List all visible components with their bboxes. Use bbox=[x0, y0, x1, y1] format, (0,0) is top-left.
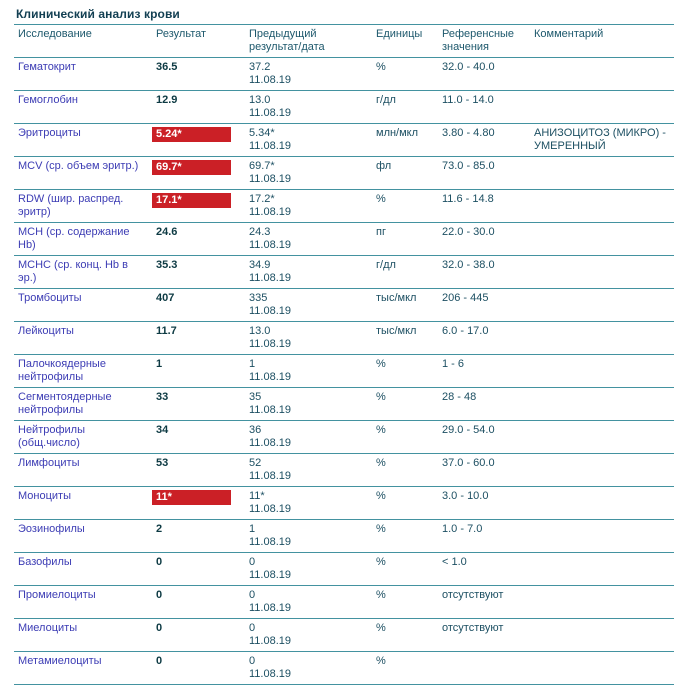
previous-date: 11.08.19 bbox=[249, 272, 292, 284]
previous-value: 0 bbox=[249, 556, 256, 568]
previous-date: 11.08.19 bbox=[249, 239, 292, 251]
previous-result-cell bbox=[245, 388, 372, 421]
previous-date: 11.08.19 bbox=[249, 107, 292, 119]
result-cell bbox=[152, 190, 245, 223]
previous-date: 11.08.19 bbox=[249, 668, 292, 680]
units-value: % bbox=[372, 355, 438, 388]
test-name: Нейтрофилы (общ.число) bbox=[14, 421, 152, 454]
units-value: пг bbox=[372, 223, 438, 256]
previous-value: 35 bbox=[249, 391, 262, 403]
result-value: 5.24* bbox=[152, 127, 231, 142]
result-cell bbox=[152, 520, 245, 553]
previous-value: 69.7* bbox=[249, 160, 275, 172]
previous-value: 1 bbox=[249, 523, 256, 535]
previous-result-cell bbox=[245, 652, 372, 685]
previous-value: 0 bbox=[249, 622, 256, 634]
units-value: % bbox=[372, 190, 438, 223]
result-value: 24.6 bbox=[156, 226, 178, 238]
comment-value bbox=[530, 553, 674, 586]
previous-result-cell bbox=[245, 586, 372, 619]
previous-date: 11.08.19 bbox=[249, 173, 292, 185]
result-cell bbox=[152, 355, 245, 388]
result-cell bbox=[152, 91, 245, 124]
previous-result-cell bbox=[245, 289, 372, 322]
result-cell bbox=[152, 256, 245, 289]
test-name: MCHC (ср. конц. Hb в эр.) bbox=[14, 256, 152, 289]
units-value: % bbox=[372, 520, 438, 553]
comment-value bbox=[530, 586, 674, 619]
units-value: тыс/мкл bbox=[372, 322, 438, 355]
units-value: тыс/мкл bbox=[372, 289, 438, 322]
previous-result-cell bbox=[245, 553, 372, 586]
previous-date: 11.08.19 bbox=[249, 371, 292, 383]
previous-value: 17.2* bbox=[249, 193, 275, 205]
comment-value bbox=[530, 91, 674, 124]
reference-range: 3.80 - 4.80 bbox=[438, 124, 530, 157]
header-reference: Референсные значения bbox=[438, 25, 530, 58]
result-cell bbox=[152, 124, 245, 157]
previous-date: 11.08.19 bbox=[249, 338, 292, 350]
comment-value bbox=[530, 355, 674, 388]
previous-result-cell bbox=[245, 157, 372, 190]
previous-date: 11.08.19 bbox=[249, 503, 292, 515]
result-value: 2 bbox=[156, 523, 163, 535]
previous-date: 11.08.19 bbox=[249, 635, 292, 647]
previous-value: 13.0 bbox=[249, 325, 271, 337]
previous-result-cell bbox=[245, 619, 372, 652]
result-value: 11* bbox=[152, 490, 231, 505]
test-name: Миелоциты bbox=[14, 619, 152, 652]
test-name: Метамиелоциты bbox=[14, 652, 152, 685]
previous-result-cell bbox=[245, 487, 372, 520]
units-value: г/дл bbox=[372, 256, 438, 289]
table-row bbox=[14, 652, 674, 685]
table-row bbox=[14, 388, 674, 421]
header-previous: Предыдущий результат/дата bbox=[245, 25, 372, 58]
previous-result-cell bbox=[245, 454, 372, 487]
result-cell bbox=[152, 586, 245, 619]
table-row bbox=[14, 322, 674, 355]
result-value: 53 bbox=[156, 457, 169, 469]
table-row bbox=[14, 487, 674, 520]
comment-value bbox=[530, 58, 674, 91]
previous-value: 52 bbox=[249, 457, 262, 469]
table-row bbox=[14, 157, 674, 190]
reference-range: 11.6 - 14.8 bbox=[438, 190, 530, 223]
units-value: фл bbox=[372, 157, 438, 190]
reference-range: 32.0 - 38.0 bbox=[438, 256, 530, 289]
previous-value: 34.9 bbox=[249, 259, 271, 271]
previous-value: 5.34* bbox=[249, 127, 275, 139]
reference-range: 22.0 - 30.0 bbox=[438, 223, 530, 256]
comment-value bbox=[530, 454, 674, 487]
comment-value bbox=[530, 388, 674, 421]
reference-range: 206 - 445 bbox=[438, 289, 530, 322]
test-name: Лимфоциты bbox=[14, 454, 152, 487]
header-result: Результат bbox=[152, 25, 245, 58]
previous-result-cell bbox=[245, 91, 372, 124]
comment-value bbox=[530, 256, 674, 289]
reference-range: 3.0 - 10.0 bbox=[438, 487, 530, 520]
test-name: Сегментоядерные нейтрофилы bbox=[14, 388, 152, 421]
test-name: Эозинофилы bbox=[14, 520, 152, 553]
units-value: % bbox=[372, 619, 438, 652]
units-value: % bbox=[372, 487, 438, 520]
result-value: 1 bbox=[156, 358, 163, 370]
units-value: % bbox=[372, 454, 438, 487]
test-name: Палочкоядерные нейтрофилы bbox=[14, 355, 152, 388]
test-name: Промиелоциты bbox=[14, 586, 152, 619]
reference-range: 6.0 - 17.0 bbox=[438, 322, 530, 355]
previous-result-cell bbox=[245, 124, 372, 157]
result-value: 69.7* bbox=[152, 160, 231, 175]
comment-value bbox=[530, 652, 674, 685]
reference-range: 32.0 - 40.0 bbox=[438, 58, 530, 91]
result-cell bbox=[152, 157, 245, 190]
units-value: % bbox=[372, 388, 438, 421]
reference-range: 11.0 - 14.0 bbox=[438, 91, 530, 124]
test-name: Гемоглобин bbox=[14, 91, 152, 124]
units-value: г/дл bbox=[372, 91, 438, 124]
result-cell bbox=[152, 553, 245, 586]
result-cell bbox=[152, 421, 245, 454]
table-row bbox=[14, 619, 674, 652]
result-cell bbox=[152, 619, 245, 652]
table-row bbox=[14, 91, 674, 124]
previous-value: 24.3 bbox=[249, 226, 271, 238]
reference-range: отсутствуют bbox=[438, 619, 530, 652]
table-row bbox=[14, 124, 674, 157]
comment-value bbox=[530, 421, 674, 454]
previous-value: 11* bbox=[249, 490, 265, 502]
units-value: % bbox=[372, 58, 438, 91]
table-row bbox=[14, 289, 674, 322]
previous-result-cell bbox=[245, 322, 372, 355]
previous-date: 11.08.19 bbox=[249, 140, 292, 152]
reference-range: отсутствуют bbox=[438, 586, 530, 619]
units-value: % bbox=[372, 586, 438, 619]
result-value: 35.3 bbox=[156, 259, 178, 271]
previous-value: 36 bbox=[249, 424, 262, 436]
table-row bbox=[14, 520, 674, 553]
comment-value bbox=[530, 520, 674, 553]
table-header-row bbox=[14, 25, 674, 58]
previous-result-cell bbox=[245, 256, 372, 289]
result-cell bbox=[152, 223, 245, 256]
previous-value: 13.0 bbox=[249, 94, 271, 106]
previous-date: 11.08.19 bbox=[249, 305, 292, 317]
comment-value bbox=[530, 157, 674, 190]
units-value: % bbox=[372, 652, 438, 685]
previous-result-cell bbox=[245, 223, 372, 256]
reference-range: 1 - 6 bbox=[438, 355, 530, 388]
previous-result-cell bbox=[245, 58, 372, 91]
reference-range: 29.0 - 54.0 bbox=[438, 421, 530, 454]
reference-range: 28 - 48 bbox=[438, 388, 530, 421]
table-row bbox=[14, 223, 674, 256]
header-units: Единицы bbox=[372, 25, 438, 58]
header-comment: Комментарий bbox=[530, 25, 674, 58]
previous-date: 11.08.19 bbox=[249, 404, 292, 416]
result-cell bbox=[152, 322, 245, 355]
result-cell bbox=[152, 388, 245, 421]
reference-range bbox=[438, 652, 530, 685]
comment-value bbox=[530, 190, 674, 223]
table-row bbox=[14, 256, 674, 289]
table-row bbox=[14, 586, 674, 619]
test-name: Тромбоциты bbox=[14, 289, 152, 322]
result-value: 34 bbox=[156, 424, 169, 436]
result-cell bbox=[152, 454, 245, 487]
previous-result-cell bbox=[245, 520, 372, 553]
result-cell bbox=[152, 289, 245, 322]
reference-range: < 1.0 bbox=[438, 553, 530, 586]
table-row bbox=[14, 553, 674, 586]
test-name: Гематокрит bbox=[14, 58, 152, 91]
units-value: % bbox=[372, 553, 438, 586]
test-name: RDW (шир. распред. эритр) bbox=[14, 190, 152, 223]
result-value: 0 bbox=[156, 622, 163, 634]
previous-result-cell bbox=[245, 190, 372, 223]
result-value: 0 bbox=[156, 655, 163, 667]
previous-result-cell bbox=[245, 421, 372, 454]
test-name: Моноциты bbox=[14, 487, 152, 520]
table-row bbox=[14, 355, 674, 388]
comment-value bbox=[530, 619, 674, 652]
blood-test-table bbox=[14, 24, 674, 685]
result-value: 36.5 bbox=[156, 61, 178, 73]
result-cell bbox=[152, 652, 245, 685]
reference-range: 1.0 - 7.0 bbox=[438, 520, 530, 553]
test-name: MCV (ср. объем эритр.) bbox=[14, 157, 152, 190]
table-row bbox=[14, 421, 674, 454]
test-name: Эритроциты bbox=[14, 124, 152, 157]
result-cell bbox=[152, 487, 245, 520]
previous-result-cell bbox=[245, 355, 372, 388]
comment-value bbox=[530, 487, 674, 520]
previous-date: 11.08.19 bbox=[249, 470, 292, 482]
table-row bbox=[14, 58, 674, 91]
result-value: 0 bbox=[156, 589, 163, 601]
previous-date: 11.08.19 bbox=[249, 74, 292, 86]
previous-value: 0 bbox=[249, 589, 256, 601]
test-name: MCH (ср. содержание Hb) bbox=[14, 223, 152, 256]
header-test: Исследование bbox=[14, 25, 152, 58]
result-value: 17.1* bbox=[152, 193, 231, 208]
test-name: Базофилы bbox=[14, 553, 152, 586]
result-value: 11.7 bbox=[156, 325, 177, 337]
previous-date: 11.08.19 bbox=[249, 206, 292, 218]
previous-date: 11.08.19 bbox=[249, 569, 292, 581]
units-value: млн/мкл bbox=[372, 124, 438, 157]
reference-range: 73.0 - 85.0 bbox=[438, 157, 530, 190]
result-value: 0 bbox=[156, 556, 163, 568]
previous-date: 11.08.19 bbox=[249, 536, 292, 548]
table-row bbox=[14, 454, 674, 487]
previous-date: 11.08.19 bbox=[249, 437, 292, 449]
previous-date: 11.08.19 bbox=[249, 602, 292, 614]
comment-value bbox=[530, 223, 674, 256]
previous-value: 1 bbox=[249, 358, 256, 370]
result-value: 407 bbox=[156, 292, 175, 304]
units-value: % bbox=[372, 421, 438, 454]
table-row bbox=[14, 190, 674, 223]
result-value: 12.9 bbox=[156, 94, 178, 106]
previous-value: 0 bbox=[249, 655, 256, 667]
result-value: 33 bbox=[156, 391, 169, 403]
previous-value: 37.2 bbox=[249, 61, 271, 73]
previous-value: 335 bbox=[249, 292, 268, 304]
comment-value bbox=[530, 322, 674, 355]
result-cell bbox=[152, 58, 245, 91]
comment-value: АНИЗОЦИТОЗ (МИКРО) - УМЕРЕННЫЙ bbox=[530, 124, 674, 157]
report-title: Клинический анализ крови bbox=[16, 7, 180, 21]
reference-range: 37.0 - 60.0 bbox=[438, 454, 530, 487]
comment-value bbox=[530, 289, 674, 322]
test-name: Лейкоциты bbox=[14, 322, 152, 355]
